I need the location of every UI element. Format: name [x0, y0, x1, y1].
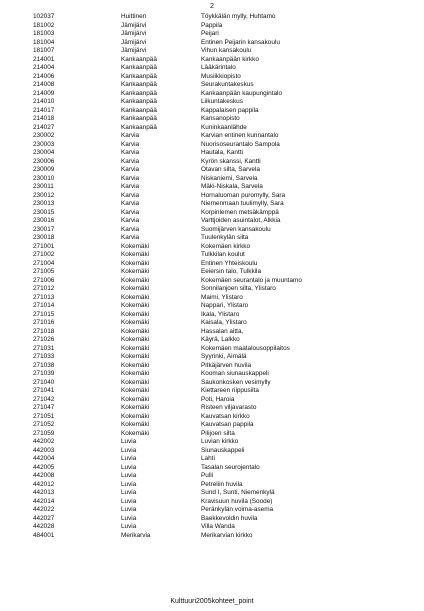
record-municipality: Kokemäki [121, 259, 150, 267]
record-code: 181002 [33, 21, 55, 29]
record-row [0, 404, 424, 413]
record-name: Kappalaisen pappila [201, 106, 259, 114]
record-name: Kooman siunauskappeli [201, 370, 269, 377]
record-row [0, 311, 424, 320]
record-row [0, 166, 424, 175]
record-code: 271016 [33, 319, 55, 326]
record-row [0, 200, 424, 209]
record-row [0, 234, 424, 243]
record-code: 230003 [33, 140, 55, 148]
record-municipality: Kokemäki [121, 242, 150, 250]
record-code: 271041 [33, 387, 55, 394]
record-row [0, 277, 424, 286]
record-row [0, 294, 424, 303]
record-row [0, 132, 424, 141]
record-municipality: Karvia [121, 140, 140, 148]
record-name: Pulli [201, 472, 214, 479]
record-row [0, 81, 424, 90]
record-name: Pitkäjärven huvila [201, 361, 252, 369]
record-name: Entinen Yhteiskoulu [201, 259, 258, 267]
record-code: 230016 [33, 217, 55, 224]
record-code: 214001 [33, 55, 55, 63]
record-row [0, 115, 424, 124]
record-municipality: Jämijärvi [121, 21, 147, 29]
page-footer: Kulttuuri2005kohteet_point [170, 598, 254, 605]
record-code: 271013 [33, 293, 55, 301]
record-name: Baekkevoldin huvila [201, 514, 258, 522]
record-code: 271051 [33, 412, 55, 420]
record-row [0, 387, 424, 396]
record-row [0, 141, 424, 150]
record-row [0, 22, 424, 31]
record-municipality: Kokemäki [121, 285, 150, 292]
record-row [0, 481, 424, 490]
record-row [0, 413, 424, 422]
record-code: 214018 [33, 115, 55, 122]
record-row [0, 362, 424, 371]
record-code: 442022 [33, 506, 55, 513]
record-code: 230002 [33, 132, 55, 139]
records-list [0, 13, 424, 540]
record-municipality: Kokemäki [121, 378, 150, 386]
record-name: Ikala, Ylistaro [201, 310, 240, 318]
record-name: Sund I, Sunti, Niemenkylä [201, 489, 275, 496]
record-name: Hornaluoman puromylly, Sara [201, 191, 286, 199]
record-municipality: Kankaanpää [121, 115, 157, 122]
record-row [0, 523, 424, 532]
record-name: Hassalan aitta, [201, 327, 244, 335]
record-municipality: Karvia [121, 183, 140, 190]
record-code: 214004 [33, 64, 55, 71]
record-row [0, 438, 424, 447]
record-code: 181007 [33, 47, 55, 54]
record-name: Niskaniemi, Sarvela [201, 174, 258, 182]
record-name: Nappari, Ylistaro [201, 302, 249, 309]
record-code: 230006 [33, 157, 55, 165]
record-code: 271042 [33, 395, 55, 403]
record-municipality: Kokemäki [121, 327, 150, 335]
record-code: 214006 [33, 72, 55, 80]
record-municipality: Karvia [121, 200, 140, 207]
record-row [0, 396, 424, 405]
record-name: Peijari [201, 30, 219, 37]
record-name: Pappila [201, 21, 223, 29]
record-municipality: Kankaanpää [121, 81, 157, 88]
record-code: 271047 [33, 404, 55, 411]
record-municipality: Kankaanpää [121, 64, 157, 71]
record-name: Kauvatsan pappila [201, 421, 254, 428]
record-municipality: Kokemäki [121, 302, 150, 309]
record-municipality: Kokemäki [121, 276, 150, 284]
record-name: Eeiersin talo, Tulkkila [201, 268, 262, 275]
record-name: Varttjoiden asuintalot, Alkkia [201, 217, 281, 224]
record-name: Kauvatsan kirkko [201, 412, 250, 420]
record-row [0, 64, 424, 73]
record-row [0, 217, 424, 226]
record-row [0, 421, 424, 430]
record-name: Pilijoen silta [201, 429, 235, 437]
record-municipality: Luvia [121, 514, 137, 522]
record-municipality: Kokemäki [121, 404, 150, 411]
record-row [0, 175, 424, 184]
record-code: 442002 [33, 438, 55, 445]
record-row [0, 39, 424, 48]
record-row [0, 447, 424, 456]
record-code: 271059 [33, 429, 55, 437]
record-name: Maimi, Ylistaro [201, 293, 243, 301]
record-municipality: Karvia [121, 157, 140, 165]
record-code: 271005 [33, 268, 55, 275]
record-row [0, 532, 424, 541]
record-code: 442004 [33, 455, 55, 462]
record-municipality: Luvia [121, 438, 137, 445]
record-row [0, 472, 424, 481]
record-code: 271031 [33, 344, 55, 352]
record-row [0, 183, 424, 192]
record-municipality: Huittinen [121, 13, 147, 20]
record-row [0, 515, 424, 524]
record-code: 271004 [33, 259, 55, 267]
record-code: 271026 [33, 336, 55, 343]
record-municipality: Jämijärvi [121, 38, 147, 46]
record-code: 442028 [33, 523, 55, 530]
record-name: Kokemäen kirkko [201, 242, 251, 250]
record-row [0, 285, 424, 294]
record-municipality: Karvia [121, 174, 140, 182]
record-code: 102037 [33, 13, 55, 20]
record-municipality: Karvia [121, 234, 140, 241]
record-name: Entinen Peijarin kansakoulu [201, 38, 280, 46]
record-code: 271039 [33, 370, 55, 377]
record-municipality: Kokemäki [121, 268, 150, 275]
record-name: Sonnilanjoen silta, Ylistaro [201, 285, 276, 292]
record-municipality: Luvia [121, 506, 137, 513]
record-row [0, 209, 424, 218]
record-code: 230004 [33, 149, 55, 156]
record-code: 230017 [33, 225, 55, 233]
record-code: 442005 [33, 463, 55, 471]
record-row [0, 30, 424, 39]
record-municipality: Kokemäki [121, 429, 150, 437]
record-code: 442012 [33, 480, 55, 488]
record-name: Nuorisoseurantalo Sampola [201, 140, 280, 148]
record-name: Kankaanpään kaupungintalo [201, 89, 283, 97]
record-municipality: Luvia [121, 523, 137, 530]
record-code: 271014 [33, 302, 55, 309]
record-municipality: Kokemäki [121, 336, 150, 343]
record-name: Syyrinki, Äimälä [201, 353, 247, 360]
record-code: 181003 [33, 30, 55, 37]
record-row [0, 149, 424, 158]
record-row [0, 430, 424, 439]
record-name: Risteen viljavarasto [201, 404, 257, 411]
record-row [0, 302, 424, 311]
record-name: Liikuntakeskus [201, 98, 243, 105]
record-row [0, 319, 424, 328]
record-name: Kankaanpään kirkko [201, 55, 259, 63]
record-row [0, 124, 424, 133]
record-code: 484001 [33, 531, 55, 539]
record-name: Lääkärintalo [201, 64, 236, 71]
record-row [0, 260, 424, 269]
page-number: 2 [210, 3, 214, 10]
record-row [0, 506, 424, 515]
record-row [0, 90, 424, 99]
record-municipality: Luvia [121, 463, 137, 471]
record-row [0, 353, 424, 362]
record-row [0, 13, 424, 22]
record-row [0, 73, 424, 82]
record-row [0, 251, 424, 260]
record-code: 442003 [33, 446, 55, 454]
record-code: 271052 [33, 421, 55, 428]
record-municipality: Kokemäki [121, 353, 150, 360]
record-municipality: Kokemäki [121, 395, 150, 403]
record-code: 230012 [33, 191, 55, 199]
record-name: Seurakuntakeskus [201, 81, 254, 88]
record-municipality: Karvia [121, 166, 140, 173]
record-code: 442014 [33, 497, 55, 505]
record-name: Kyrön skanssi, Kantti [201, 157, 261, 165]
record-name: Saukonkosken vesimylly [201, 378, 271, 386]
record-municipality: Kokemäki [121, 387, 150, 394]
record-row [0, 243, 424, 252]
record-municipality: Kokemäki [121, 310, 150, 318]
record-municipality: Jämijärvi [121, 30, 147, 37]
record-name: Hautala, Kantti [201, 149, 243, 156]
record-code: 442008 [33, 472, 55, 479]
record-municipality: Jämijärvi [121, 47, 147, 54]
record-name: Tasalan seurojentalo [201, 463, 260, 471]
record-code: 214010 [33, 98, 55, 105]
record-name: Kokemäen maatalousoppilaitos [201, 344, 290, 352]
record-code: 271040 [33, 378, 55, 386]
record-name: Käyrä, Lalkko [201, 336, 240, 343]
record-name: Kokemäen seurantalo ja muuntamo [201, 276, 302, 284]
record-municipality: Kankaanpää [121, 89, 157, 97]
record-municipality: Kokemäki [121, 251, 150, 258]
record-municipality: Kokemäki [121, 319, 150, 326]
record-code: 271002 [33, 251, 55, 258]
record-municipality: Kankaanpää [121, 98, 157, 105]
record-row [0, 268, 424, 277]
record-code: 230015 [33, 208, 55, 216]
record-name: Peränkylän voima-asema [201, 506, 274, 513]
record-name: Suomijärven kansakoulu [201, 225, 271, 233]
record-name: Poti, Haroia [201, 395, 235, 403]
record-municipality: Luvia [121, 455, 137, 462]
record-row [0, 489, 424, 498]
record-name: Petreliin huvila [201, 480, 243, 488]
record-name: Kansanopisto [201, 115, 240, 122]
record-name: Tulkkilan koulut [201, 251, 245, 258]
record-row [0, 192, 424, 201]
record-municipality: Kankaanpää [121, 106, 157, 114]
record-row [0, 455, 424, 464]
record-name: Kravisuun huvila (Soode) [201, 497, 273, 505]
record-code: 214017 [33, 106, 55, 114]
record-municipality: Kokemäki [121, 421, 150, 428]
record-municipality: Kokemäki [121, 293, 150, 301]
record-row [0, 98, 424, 107]
record-row [0, 107, 424, 116]
record-row [0, 226, 424, 235]
record-code: 271018 [33, 327, 55, 335]
record-code: 271033 [33, 353, 55, 360]
record-row [0, 336, 424, 345]
record-row [0, 56, 424, 65]
record-code: 271012 [33, 285, 55, 292]
record-code: 214009 [33, 89, 55, 97]
record-name: Lahti [201, 455, 215, 462]
record-municipality: Kokemäki [121, 412, 150, 420]
record-name: Niemenmaan tuulimylly, Sara [201, 200, 284, 207]
record-code: 230009 [33, 166, 55, 173]
record-name: Kuninkaanlähde [201, 123, 247, 131]
record-municipality: Luvia [121, 489, 137, 496]
record-municipality: Kokemäki [121, 370, 150, 377]
record-name: Siunauskappeli [201, 446, 245, 454]
record-row [0, 345, 424, 354]
record-code: 214027 [33, 123, 55, 131]
record-municipality: Merikarvia [121, 531, 151, 539]
record-code: 230013 [33, 200, 55, 207]
record-name: Otavan silta, Sarvela [201, 166, 260, 173]
record-row [0, 379, 424, 388]
record-name: Kaisala, Ylistaro [201, 319, 247, 326]
record-municipality: Luvia [121, 497, 137, 505]
record-municipality: Kankaanpää [121, 55, 157, 63]
record-municipality: Luvia [121, 480, 137, 488]
record-municipality: Kokemäki [121, 344, 150, 352]
record-municipality: Karvia [121, 217, 140, 224]
record-municipality: Luvia [121, 446, 137, 454]
record-code: 442013 [33, 489, 55, 496]
record-name: Merikarvian kirkko [201, 531, 253, 539]
record-row [0, 158, 424, 167]
record-name: Korpinlemen metsäkämppä [201, 208, 279, 216]
record-municipality: Karvia [121, 191, 140, 199]
record-municipality: Karvia [121, 149, 140, 156]
record-code: 271006 [33, 276, 55, 284]
record-municipality: Karvia [121, 208, 140, 216]
record-code: 271038 [33, 361, 55, 369]
record-municipality: Karvia [121, 132, 140, 139]
record-municipality: Luvia [121, 472, 137, 479]
record-code: 230010 [33, 174, 55, 182]
record-name: Kiettareen riippusilta [201, 387, 259, 394]
record-code: 181004 [33, 38, 55, 46]
record-name: Villa Wanda [201, 523, 235, 530]
record-municipality: Kankaanpää [121, 72, 157, 80]
record-municipality: Kankaanpää [121, 123, 157, 131]
record-row [0, 464, 424, 473]
record-name: Töykkälän mylly, Huhtamo [201, 13, 276, 20]
record-name: Mäki-Niskala, Sarvela [201, 183, 263, 190]
record-municipality: Karvia [121, 225, 140, 233]
record-row [0, 328, 424, 337]
record-code: 271001 [33, 242, 55, 250]
record-code: 442027 [33, 514, 55, 522]
record-code: 230018 [33, 234, 55, 241]
record-name: Tuulenkylän silta [201, 234, 249, 241]
record-name: Karvian entinen kunnantalo [201, 132, 279, 139]
record-code: 230011 [33, 183, 54, 190]
record-name: Musiikkiopisto [201, 72, 241, 80]
record-code: 271015 [33, 310, 55, 318]
record-row [0, 370, 424, 379]
record-code: 214008 [33, 81, 55, 88]
record-row [0, 498, 424, 507]
record-name: Vihun kansakoulu [201, 47, 252, 54]
record-municipality: Kokemäki [121, 361, 150, 369]
record-row [0, 47, 424, 56]
record-name: Luvian kirkko [201, 438, 239, 445]
